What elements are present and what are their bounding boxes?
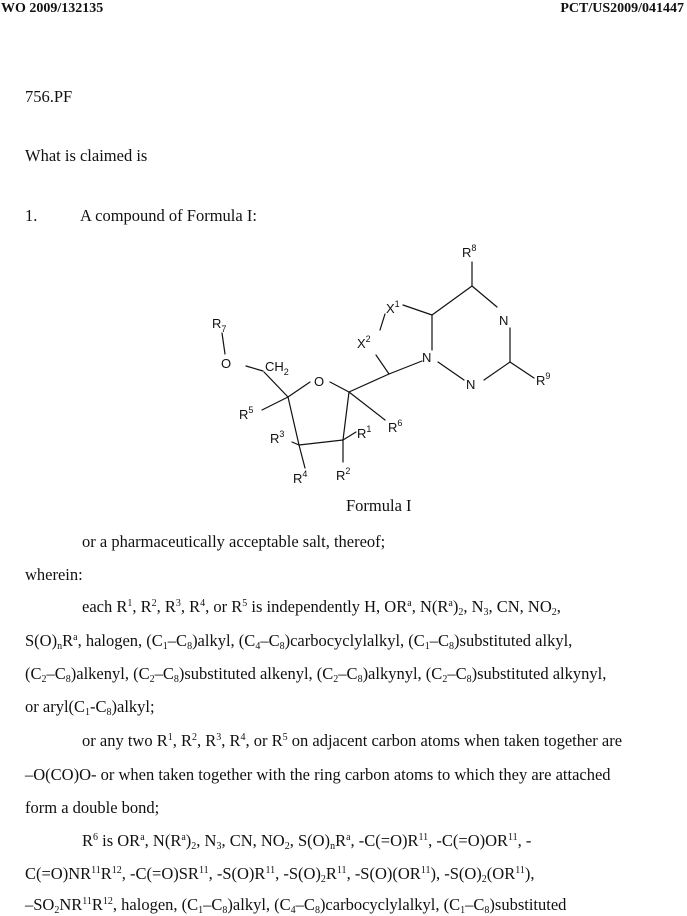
paragraph-line: –O(CO)O- or when taken together with the ring carbon atoms to which they are attached	[25, 765, 611, 784]
x2-label: $X^2$	[357, 334, 371, 351]
ring-n-bridge: N	[422, 350, 432, 365]
r2-label: $R^2$	[336, 466, 351, 483]
ring-oxygen: O	[314, 374, 325, 389]
x1-label: $X^1$	[386, 299, 400, 316]
paragraph-line: $(C_2-C_8)alkenyl$, $(C_2-C_8)substituted$ alkenyl, $(C_2-C_8)alkynyl$, $(C_2-C_8)substituted$ alkynyl,	[25, 664, 607, 685]
r3-label: $R^3$	[270, 429, 285, 446]
paragraph-line: form a double bond;	[25, 798, 160, 817]
application-number: PCT/US2009/041447	[560, 1, 684, 16]
r6-label: $R^6$	[388, 418, 403, 435]
claim-intro: A compound of Formula I:	[80, 206, 257, 225]
ring-n-bottom: N	[466, 377, 476, 392]
paragraph-line: or any two $R^1$, $R^2$, $R^3$, $R^4$, or $R^5$ on adjacent carbon atoms when taken together are	[82, 731, 623, 750]
docket-number: 756.PF	[25, 87, 73, 106]
ether-oxygen: O	[221, 356, 232, 371]
r8-label: $R^8$	[462, 243, 477, 260]
r1-label: $R^1$	[357, 424, 372, 441]
paragraph-line: each $R^1$, $R^2$, $R^3$, $R^4$, or $R^5$ is independently H, $OR^a$, $N(R^a)_2$, $N_3$, CN, $NO_2$,	[82, 597, 561, 618]
ch2-label: $CH_2$	[265, 359, 289, 377]
claim-number: 1.	[25, 206, 38, 225]
ring-n-top: N	[499, 313, 509, 328]
r7-label: $R_7$	[212, 316, 227, 334]
r5-label: $R^5$	[239, 405, 254, 422]
paragraph-line: $R^6$ is $OR^a$, $N(R^a)_2$, $N_3$, CN, $NO_2$, $S(O)_nR^a$, $-C(=O)R^{11}$, $-C(=O)OR^{11}$, -	[82, 831, 532, 852]
formula-caption: Formula I	[346, 496, 412, 515]
salt-clause: or a pharmaceutically acceptable salt, thereof;	[82, 532, 386, 551]
r9-label: $R^9$	[536, 371, 551, 388]
publication-number: WO 2009/132135	[1, 1, 104, 16]
wherein-label: wherein:	[25, 565, 83, 584]
paragraph-line: $C(=O)NR^{11}R^{12}$, $-C(=O)SR^{11}$, $-S(O)R^{11}$, $-S(O)_2R^{11}$, -S(O)(OR$^{11}$), $-S(O)_2(OR^{11})$,	[25, 864, 535, 885]
paragraph-line: or $aryl(C_1-C_8)alkyl$;	[25, 697, 155, 718]
paragraph-line: $S(O)_nR^a$, halogen, $(C_1-C_8)alkyl$, $(C_4-C_8)carbocyclylalkyl$, $(C_1-C_8)substituted$ alkyl,	[25, 631, 573, 652]
paragraph-line: $-SO_2NR^{11}R^{12}$, halogen, $(C_1-C_8)alkyl$, $(C_4-C_8)carbocyclylalkyl$, $(C_1-C_8)substituted$	[25, 895, 567, 916]
claims-heading: What is claimed is	[25, 146, 148, 165]
r4-label: $R^4$	[293, 469, 308, 486]
